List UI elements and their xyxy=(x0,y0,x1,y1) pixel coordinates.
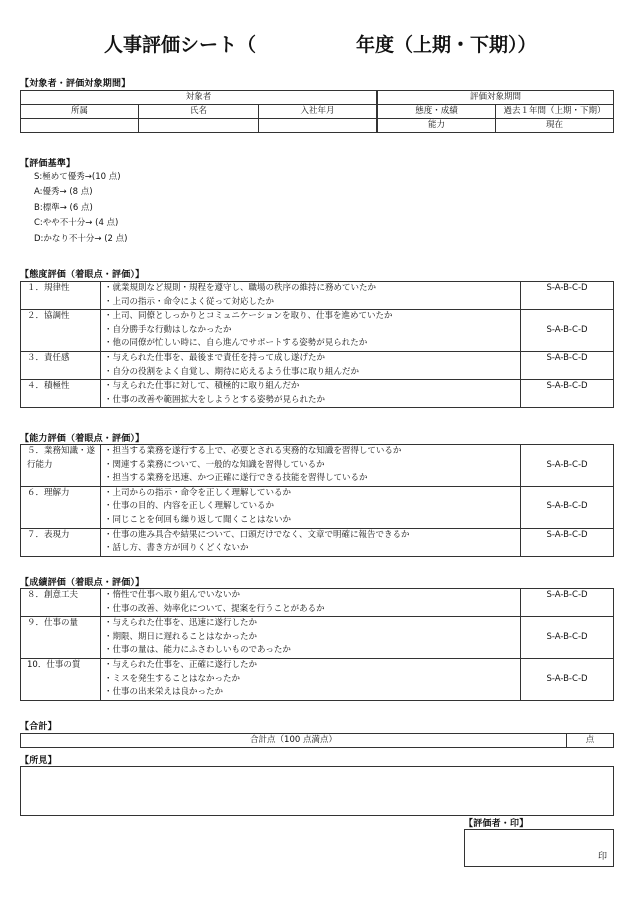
table-row xyxy=(21,589,614,617)
period-table xyxy=(377,90,614,133)
check-item: ・上司の指示・命令によく従って対応したか xyxy=(104,296,275,307)
check-item: ・自分の役割をよく自覚し、期待に応えるよう仕事に取り組んだか xyxy=(104,366,360,377)
check-item: ・関連する業務について、一般的な知識を習得しているか xyxy=(104,459,325,470)
table-row xyxy=(21,445,614,487)
row-label: １．規律性 xyxy=(21,282,101,310)
person-header: 対象者 xyxy=(21,91,377,105)
score-options[interactable]: S-A-B-C-D xyxy=(521,528,614,556)
check-item: ・与えられた仕事に対して、積極的に取り組んだか xyxy=(104,381,300,392)
target-heading: 【対象者・評価対象期間】 xyxy=(20,79,131,89)
table-row xyxy=(21,658,614,700)
check-item: ・担当する業務を遂行する上で、必要とされる実務的な知識を習得しているか xyxy=(104,446,402,456)
seal-mark: 印 xyxy=(597,852,607,862)
row-label: ４．積極性 xyxy=(21,380,101,408)
criteria-item: D:かなり不十分→ (2 点) xyxy=(34,233,128,244)
period-value: 現在 xyxy=(496,119,614,133)
period-header: 評価対象期間 xyxy=(378,91,614,105)
performance-heading: 【成績評価（着眼点・評価）】 xyxy=(20,578,145,588)
score-options[interactable]: S-A-B-C-D xyxy=(521,380,614,408)
row-label: ６．理解力 xyxy=(21,486,101,528)
check-item: ・担当する業務を迅速、かつ正確に遂行できる技能を習得しているか xyxy=(104,473,368,484)
table-row xyxy=(21,617,614,659)
table-row xyxy=(21,486,614,528)
check-item: ・就業規則など規則・規程を遵守し、職場の秩序の維持に務めていたか xyxy=(104,283,377,293)
check-item: ・仕事の進み具合や結果について、口頭だけでなく、文章で明確に報告できるか xyxy=(104,529,410,540)
row-label: ７．表現力 xyxy=(21,528,101,556)
period-label: 能力 xyxy=(378,119,496,133)
check-item: ・与えられた仕事を、迅速に遂行したか xyxy=(104,618,258,629)
check-item: ・上司からの指示・命令を正しく理解しているか xyxy=(104,487,292,498)
total-label: 合計点（100 点満点） xyxy=(21,734,567,748)
evaluator-box[interactable] xyxy=(464,829,614,867)
score-options[interactable]: S-A-B-C-D xyxy=(521,282,614,310)
row-label: ８．創意工夫 xyxy=(21,589,101,617)
title-main: 人事評価シート（ xyxy=(104,34,257,56)
criteria-list xyxy=(34,170,127,247)
check-item: ・惰性で仕事へ取り組んでいないか xyxy=(104,590,241,600)
check-item: ・仕事の改善、効率化について、提案を行うことがあるか xyxy=(104,603,325,614)
row-label: 10．仕事の質 xyxy=(21,658,101,700)
title-year: 年度（上期・下期）） xyxy=(356,34,537,56)
score-options[interactable]: S-A-B-C-D xyxy=(521,658,614,700)
check-item: ・仕事の出来栄えは良かったか xyxy=(104,687,224,698)
table-row xyxy=(21,282,614,310)
name-field[interactable] xyxy=(139,119,259,133)
score-options[interactable]: S-A-B-C-D xyxy=(521,486,614,528)
score-options[interactable]: S-A-B-C-D xyxy=(521,445,614,487)
remarks-heading: 【所見】 xyxy=(20,756,57,766)
check-item: ・与えられた仕事を、最後まで責任を持って成し遂げたか xyxy=(104,352,326,363)
check-item: ・上司、同僚としっかりとコミュニケーションを取り、仕事を進めていたか xyxy=(104,311,393,322)
criteria-item: A:優秀→ (8 点) xyxy=(34,187,93,198)
table-row xyxy=(21,351,614,379)
period-label: 態度・成績 xyxy=(378,105,496,119)
affiliation-field[interactable] xyxy=(21,119,139,133)
criteria-heading: 【評価基準】 xyxy=(20,159,76,169)
performance-table xyxy=(20,588,614,701)
score-options[interactable]: S-A-B-C-D xyxy=(521,589,614,617)
score-options[interactable]: S-A-B-C-D xyxy=(521,617,614,659)
check-item: ・期限、期日に遅れることはなかったか xyxy=(104,631,258,642)
row-label: ９．仕事の量 xyxy=(21,617,101,659)
ability-table xyxy=(20,444,614,557)
check-item: ・自分勝手な行動はしなかったか xyxy=(104,324,232,335)
target-table xyxy=(20,90,377,133)
row-label: ２．協調性 xyxy=(21,310,101,352)
total-unit[interactable]: 点 xyxy=(567,734,614,748)
check-item: ・他の同僚が忙しい時に、自ら進んでサポートする姿勢が見られたか xyxy=(104,338,368,349)
table-row xyxy=(21,380,614,408)
col-name: 氏名 xyxy=(139,105,259,119)
attitude-heading: 【態度評価（着眼点・評価）】 xyxy=(20,270,145,280)
check-item: ・与えられた仕事を、正確に遂行したか xyxy=(104,659,258,670)
total-table xyxy=(20,733,614,748)
score-options[interactable]: S-A-B-C-D xyxy=(521,351,614,379)
criteria-item: C:やや不十分→ (4 点) xyxy=(34,218,119,229)
ability-heading: 【能力評価（着眼点・評価）】 xyxy=(20,434,145,444)
row-label: ３．責任感 xyxy=(21,351,101,379)
attitude-table xyxy=(20,281,614,408)
table-row xyxy=(21,310,614,352)
check-item: ・ミスを発生することはなかったか xyxy=(104,673,241,684)
col-affiliation: 所属 xyxy=(21,105,139,119)
join-date-field[interactable] xyxy=(259,119,377,133)
check-item: ・話し方、書き方が回りくどくないか xyxy=(104,543,249,554)
criteria-item: B:標準→ (6 点) xyxy=(34,202,93,213)
remarks-box[interactable] xyxy=(20,766,614,816)
col-join-date: 入社年月 xyxy=(259,105,377,119)
evaluator-heading: 【評価者・印】 xyxy=(464,819,529,829)
period-value: 過去１年間（上期・下期） xyxy=(496,105,614,119)
total-heading: 【合計】 xyxy=(20,722,57,732)
check-item: ・同じことを何回も繰り返して聞くことはないか xyxy=(104,514,292,525)
row-label: ５．業務知識・遂行能力 xyxy=(21,445,101,487)
score-options[interactable]: S-A-B-C-D xyxy=(521,310,614,352)
criteria-item: S:極めて優秀→(10 点) xyxy=(34,172,121,182)
check-item: ・仕事の改善や範囲拡大をしようとする姿勢が見られたか xyxy=(104,394,326,405)
check-item: ・仕事の量は、能力にふさわしいものであったか xyxy=(104,645,291,656)
table-row xyxy=(21,528,614,556)
check-item: ・仕事の目的、内容を正しく理解しているか xyxy=(104,501,275,512)
